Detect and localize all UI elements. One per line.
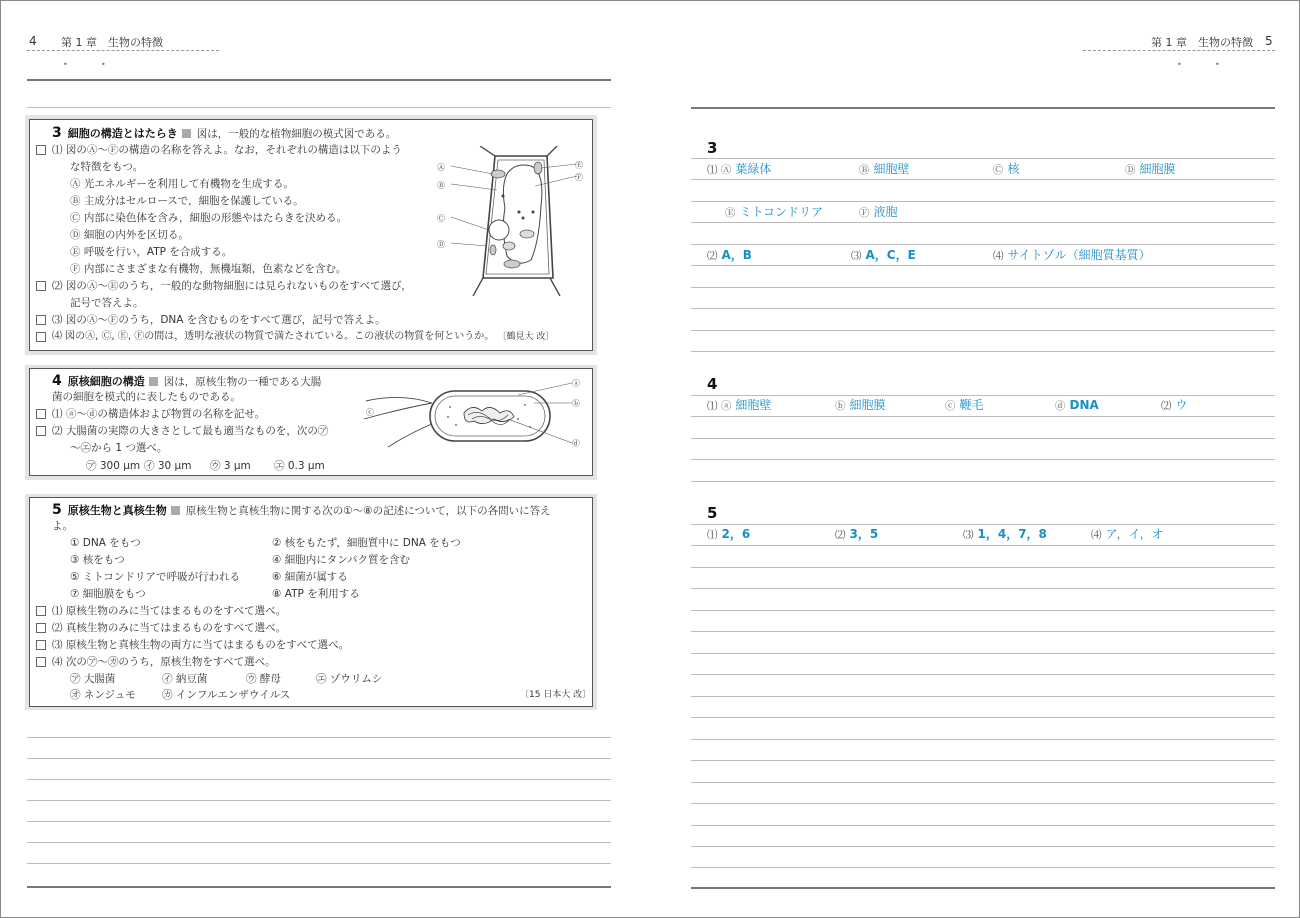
question-text: ⑵ 大腸菌の実際の大きさとして最も適当なものを，次の㋐ xyxy=(52,425,329,437)
writing-rule xyxy=(691,244,1275,245)
checkbox[interactable] xyxy=(36,409,46,419)
checkbox[interactable] xyxy=(36,315,46,325)
statement: ⑦ 細胞膜をもつ xyxy=(70,588,146,600)
writing-rule xyxy=(691,222,1275,223)
problem-intro: 原核生物と真核生物に関する次の①～⑧の記述について，以下の各問いに答え xyxy=(185,505,551,517)
organism-choice: ㋐ 大腸菌 xyxy=(70,673,116,685)
question-text: ⑵ 真核生物のみに当てはまるものをすべて選べ。 xyxy=(52,622,287,634)
fig-label: Ⓐ xyxy=(437,163,445,172)
fig-label: Ⓑ xyxy=(437,181,445,190)
statement: ③ 核をもつ xyxy=(70,554,125,566)
writing-rule xyxy=(691,588,1275,589)
writing-rule xyxy=(27,779,611,780)
fig-label: Ⓕ xyxy=(575,173,583,182)
fig-label: ⓑ xyxy=(572,399,580,408)
statement: ⑤ ミトコンドリアで呼吸が行われる xyxy=(70,571,241,583)
problem-5-box xyxy=(29,497,593,707)
writing-rule xyxy=(691,524,1275,525)
question-text: ⑶ 図のⒶ～Ⓕのうち，DNA を含むものをすべて選び，記号で答えよ。 xyxy=(52,314,386,326)
writing-rule xyxy=(27,842,611,843)
checkbox[interactable] xyxy=(36,332,46,342)
writing-rule xyxy=(691,330,1275,331)
marker-square-icon xyxy=(182,129,191,138)
writing-rule xyxy=(691,481,1275,482)
writing-rule xyxy=(27,107,611,108)
question-text: ～㋓から 1 つ選べ。 xyxy=(70,442,168,454)
statement: ④ 細胞内にタンパク質を含む xyxy=(272,554,411,566)
fig-label: ⓓ xyxy=(572,439,580,448)
bottom-rule xyxy=(691,887,1275,889)
source-citation: 〔15 日本大 改〕 xyxy=(520,690,592,700)
organism-choice: ㋕ インフルエンザウイルス xyxy=(162,689,291,701)
checkbox[interactable] xyxy=(36,606,46,616)
checkbox[interactable] xyxy=(36,281,46,291)
problem-5-heading xyxy=(52,503,551,518)
checkbox[interactable] xyxy=(36,640,46,650)
fig-label: Ⓒ xyxy=(437,214,445,223)
page-number: 4 xyxy=(29,34,37,48)
header-dot: • xyxy=(101,60,106,69)
writing-rule xyxy=(691,395,1275,396)
checkbox[interactable] xyxy=(36,623,46,633)
choice: ㋒ 3 μm xyxy=(210,460,251,472)
problem-4-heading xyxy=(52,374,321,389)
feature-item: Ⓒ 内部に染色体を含み，細胞の形態やはたらきを決める。 xyxy=(70,212,347,224)
answer-3-1-f: Ⓕ 液胞 xyxy=(859,205,898,219)
chapter-title: 第 1 章 生物の特徴 xyxy=(1151,36,1253,49)
statement: ① DNA をもつ xyxy=(70,537,141,549)
marker-square-icon xyxy=(171,506,180,515)
problem-intro: 図は，一般的な植物細胞の模式図である。 xyxy=(196,128,397,140)
problem-title: 原核生物と真核生物 xyxy=(67,504,167,517)
writing-rule xyxy=(691,567,1275,568)
writing-rule xyxy=(691,438,1275,439)
writing-rule xyxy=(27,821,611,822)
writing-rule xyxy=(691,631,1275,632)
writing-rule xyxy=(27,758,611,759)
writing-rule xyxy=(691,265,1275,266)
problem-number: 3 xyxy=(52,125,62,141)
answer-3-2: ⑵ A，B xyxy=(707,248,752,262)
writing-rule xyxy=(691,739,1275,740)
writing-rule xyxy=(27,800,611,801)
statement: ⑥ 細菌が属する xyxy=(272,571,348,583)
marker-square-icon xyxy=(149,377,158,386)
writing-rule xyxy=(691,803,1275,804)
choice: ㋐ 300 μm xyxy=(86,460,141,472)
writing-rule xyxy=(691,545,1275,546)
question-text: な特徴をもつ。 xyxy=(70,161,144,173)
answer-heading-3: 3 xyxy=(707,139,718,157)
problem-intro: 菌の細胞を模式的に表したものである。 xyxy=(52,391,241,403)
question-text: ⑴ ⓐ～ⓓの構造体および物質の名称を記せ。 xyxy=(52,408,266,420)
question-text: ⑴ 原核生物のみに当てはまるものをすべて選べ。 xyxy=(52,605,287,617)
fig-label: ⓐ xyxy=(572,379,580,388)
feature-item: Ⓓ 細胞の内外を区切る。 xyxy=(70,229,189,241)
writing-rule xyxy=(691,416,1275,417)
answer-3-4: ⑷ サイトゾル（細胞質基質） xyxy=(993,248,1151,262)
problem-3-box xyxy=(29,119,593,351)
answer-3-1-e: Ⓔ ミトコンドリア xyxy=(725,205,824,219)
writing-rule xyxy=(691,201,1275,202)
checkbox[interactable] xyxy=(36,657,46,667)
fig-label: Ⓓ xyxy=(437,240,445,249)
answer-heading-5: 5 xyxy=(707,504,718,522)
bacterium-figure xyxy=(360,373,590,453)
answer-4-1-b: ⓑ 細胞膜 xyxy=(835,398,886,412)
question-text: ⑷ 次の㋐～㋕のうち，原核生物をすべて選べ。 xyxy=(52,656,276,668)
problem-number: 5 xyxy=(52,502,62,518)
organism-choice: ㋒ 酵母 xyxy=(246,673,281,685)
writing-rule xyxy=(691,459,1275,460)
answer-5-4: ⑷ ア，イ，オ xyxy=(1091,527,1164,541)
answer-4-1-d: ⓓ DNA xyxy=(1055,398,1099,412)
problem-3-heading xyxy=(52,126,396,141)
header-divider xyxy=(27,50,219,51)
answer-3-1-a: ⑴ Ⓐ 葉緑体 xyxy=(707,162,772,176)
statement: ⑧ ATP を利用する xyxy=(272,588,360,600)
checkbox[interactable] xyxy=(36,426,46,436)
top-rule xyxy=(691,107,1275,109)
writing-rule xyxy=(691,760,1275,761)
writing-rule xyxy=(691,158,1275,159)
answer-5-2: ⑵ 3，5 xyxy=(835,527,879,541)
statement: ② 核をもたず，細胞質中に DNA をもつ xyxy=(272,537,461,549)
answer-4-1-a: ⑴ ⓐ 細胞壁 xyxy=(707,398,772,412)
answer-4-1-c: ⓒ 鞭毛 xyxy=(945,398,984,412)
chapter-title: 第 1 章 生物の特徴 xyxy=(61,36,163,49)
header-dot: • xyxy=(63,60,68,69)
problem-number: 4 xyxy=(52,373,62,389)
writing-rule xyxy=(691,867,1275,868)
page-number: 5 xyxy=(1265,34,1273,48)
question-text: ⑷ 図のⒶ, Ⓒ, Ⓔ, Ⓕの間は，透明な液状の物質で満たされている。この液状の物質を何というか。 〔鶴見大 改〕 xyxy=(52,331,555,342)
organism-choice: ㋔ ネンジュモ xyxy=(70,689,136,701)
answer-5-1: ⑴ 2，6 xyxy=(707,527,751,541)
choice: ㋑ 30 μm xyxy=(144,460,192,472)
problem-intro: 図は，原核生物の一種である大腸 xyxy=(163,376,322,388)
answer-3-3: ⑶ A，C，E xyxy=(851,248,916,262)
plant-cell-figure xyxy=(435,146,585,296)
answer-3-1-b: Ⓑ 細胞壁 xyxy=(859,162,910,176)
problem-title: 原核細胞の構造 xyxy=(67,375,145,388)
problem-intro: よ。 xyxy=(52,520,73,532)
answer-5-3: ⑶ 1，4，7，8 xyxy=(963,527,1047,541)
header-dot: • xyxy=(1215,60,1220,69)
writing-rule xyxy=(691,717,1275,718)
writing-rule xyxy=(27,863,611,864)
problem-title: 細胞の構造とはたらき xyxy=(67,127,178,140)
bottom-rule xyxy=(27,886,611,888)
fig-label: Ⓔ xyxy=(575,161,583,170)
writing-rule xyxy=(27,737,611,738)
feature-item: Ⓐ 光エネルギーを利用して有機物を生成する。 xyxy=(70,178,294,190)
writing-rule xyxy=(691,308,1275,309)
writing-rule xyxy=(691,846,1275,847)
left-page xyxy=(1,1,651,918)
writing-rule xyxy=(691,825,1275,826)
feature-item: Ⓕ 内部にさまざまな有機物，無機塩類，色素などを含む。 xyxy=(70,263,347,275)
question-text: 記号で答えよ。 xyxy=(70,297,144,309)
header-dot: • xyxy=(1177,60,1182,69)
writing-rule xyxy=(691,179,1275,180)
question-text: ⑵ 図のⒶ～Ⓔのうち，一般的な動物細胞には見られないものをすべて選び， xyxy=(52,280,412,292)
source-citation: 〔鶴見大 改〕 xyxy=(497,332,555,342)
answer-3-1-d: Ⓓ 細胞膜 xyxy=(1125,162,1176,176)
organism-choice: ㋑ 納豆菌 xyxy=(162,673,208,685)
answer-3-1-c: Ⓒ 核 xyxy=(993,162,1020,176)
question-text: ⑶ 原核生物と真核生物の両方に当てはまるものをすべて選べ。 xyxy=(52,639,350,651)
writing-rule xyxy=(691,351,1275,352)
feature-item: Ⓔ 呼吸を行い，ATP を合成する。 xyxy=(70,246,233,258)
writing-rule xyxy=(691,782,1275,783)
answer-heading-4: 4 xyxy=(707,375,718,393)
checkbox[interactable] xyxy=(36,145,46,155)
writing-rule xyxy=(691,287,1275,288)
choice: ㋓ 0.3 μm xyxy=(274,460,325,472)
writing-rule xyxy=(691,696,1275,697)
organism-choice: ㋓ ゾウリムシ xyxy=(316,673,383,685)
header-divider xyxy=(1083,50,1275,51)
question-text: ⑴ 図のⒶ～Ⓕの構造の名称を答えよ。なお，それぞれの構造は以下のよう xyxy=(52,144,402,156)
problem-4-box xyxy=(29,368,593,476)
top-rule xyxy=(27,79,611,81)
writing-rule xyxy=(691,653,1275,654)
writing-rule xyxy=(691,674,1275,675)
writing-rule xyxy=(691,610,1275,611)
fig-label: ⓒ xyxy=(366,408,374,417)
feature-item: Ⓑ 主成分はセルロースで，細胞を保護している。 xyxy=(70,195,304,207)
answer-4-2: ⑵ ウ xyxy=(1161,398,1188,412)
